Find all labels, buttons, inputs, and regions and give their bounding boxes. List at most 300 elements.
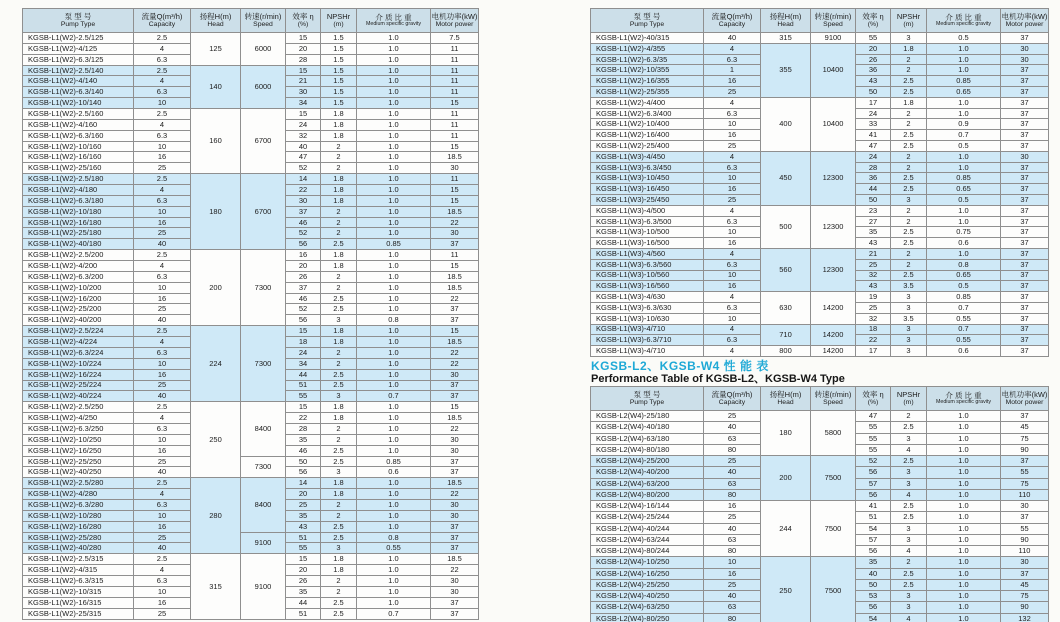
table-cell: 6.3 [134, 271, 191, 282]
table-cell: 15 [431, 185, 479, 196]
table-row [23, 554, 479, 565]
pump-type-cell: KGSB-L1(W2)-40/200 [23, 315, 134, 326]
table-cell: 37 [286, 206, 321, 217]
table-cell: 2.5 [891, 140, 927, 151]
table-cell: 1.8 [321, 337, 357, 348]
table-cell: 2 [321, 141, 357, 152]
table-cell: 315 [191, 554, 241, 620]
table-cell: 75 [1001, 478, 1049, 489]
table-cell: 40 [856, 568, 891, 579]
table-cell: 6700 [241, 109, 286, 174]
table-cell: 18.5 [431, 554, 479, 565]
table-cell: 7300 [241, 326, 286, 402]
table-cell: 10 [704, 557, 761, 568]
table-cell: 1.0 [357, 195, 431, 206]
table-cell: 1.0 [357, 152, 431, 163]
table-cell: 2 [321, 499, 357, 510]
table-cell: 3 [891, 302, 927, 313]
column-header: 流量Q(m³/h) Capacity [704, 9, 761, 33]
table-cell: 250 [191, 402, 241, 478]
table-cell: 54 [856, 613, 891, 622]
table-cell: 4 [891, 613, 927, 622]
table-cell: 25 [704, 411, 761, 422]
table-cell: 3 [891, 335, 927, 346]
pump-type-cell: KGSB-L1(W2)-2.5/224 [23, 326, 134, 337]
table-cell: 30 [431, 445, 479, 456]
table-cell: 55 [856, 444, 891, 455]
table-row [591, 324, 1049, 335]
table-cell: 1.0 [927, 411, 1001, 422]
table-cell: 30 [286, 195, 321, 206]
table-cell: 30 [1001, 557, 1049, 568]
table-cell: 14 [286, 174, 321, 185]
table-cell: 2.5 [134, 402, 191, 413]
table-cell: 7500 [811, 501, 856, 557]
table-cell: 4 [134, 565, 191, 576]
table-cell: 19 [856, 292, 891, 303]
table-cell: 1.0 [927, 557, 1001, 568]
column-header: 效率 η (%) [856, 387, 891, 411]
pump-type-cell: KGSB-L1(W2)-10/200 [23, 282, 134, 293]
table-cell: 1.0 [927, 162, 1001, 173]
pump-type-cell: KGSB-L1(W2)-16/250 [23, 445, 134, 456]
pump-type-cell: KGSB-L1(W2)-6.3/224 [23, 347, 134, 358]
table-cell: 37 [1001, 216, 1049, 227]
pump-type-cell: KGSB-L1(W3)-10/630 [591, 313, 704, 324]
table-cell: 1.8 [321, 565, 357, 576]
table-cell: 15 [286, 402, 321, 413]
pump-type-cell: KGSB-L1(W2)-10/355 [591, 65, 704, 76]
table-cell: 50 [286, 456, 321, 467]
table-cell: 3 [891, 194, 927, 205]
table-cell: 11 [431, 130, 479, 141]
table-cell: 1.0 [927, 602, 1001, 613]
table-cell: 25 [856, 302, 891, 313]
table-cell: 2.5 [891, 184, 927, 195]
kgsb-l1-w2-w3-performance-table [590, 8, 1049, 357]
table-cell: 2.5 [321, 608, 357, 619]
pump-type-cell: KGSB-L1(W2)-2.5/140 [23, 65, 134, 76]
table-cell: 400 [761, 97, 811, 151]
table-cell: 37 [1001, 302, 1049, 313]
table-cell: 44 [286, 597, 321, 608]
table-cell: 16 [134, 445, 191, 456]
table-cell: 4 [134, 337, 191, 348]
table-cell: 10400 [811, 97, 856, 151]
pump-type-cell: KGSB-L1(W2)-40/180 [23, 239, 134, 250]
table-cell: 4 [891, 546, 927, 557]
table-cell: 1.0 [357, 499, 431, 510]
table-cell: 15 [286, 554, 321, 565]
table-cell: 0.6 [927, 346, 1001, 357]
table-cell: 7500 [811, 557, 856, 622]
table-cell: 4 [134, 261, 191, 272]
table-cell: 37 [286, 282, 321, 293]
pump-type-cell: KGSB-L1(W2)-16/160 [23, 152, 134, 163]
table-cell: 30 [431, 434, 479, 445]
table-cell: 1.0 [927, 205, 1001, 216]
table-cell: 30 [431, 228, 479, 239]
pump-type-cell: KGSB-L1(W2)-4/315 [23, 565, 134, 576]
table-row [23, 250, 479, 261]
pump-type-cell: KGSB-L1(W3)-10/560 [591, 270, 704, 281]
table-cell: 1.8 [321, 250, 357, 261]
table-cell: 18.5 [431, 152, 479, 163]
table-cell: 1.0 [357, 445, 431, 456]
table-cell: 3 [891, 433, 927, 444]
table-cell: 35 [286, 510, 321, 521]
column-header: 效率 η (%) [286, 9, 321, 33]
table-cell: 2.5 [891, 512, 927, 523]
header-row [23, 9, 479, 33]
table-cell: 2 [891, 151, 927, 162]
table-cell: 2.5 [321, 445, 357, 456]
table-cell: 2.5 [321, 369, 357, 380]
table-cell: 1.8 [321, 261, 357, 272]
table-cell: 1.8 [321, 326, 357, 337]
table-cell: 1.0 [927, 478, 1001, 489]
table-cell: 2.5 [134, 33, 191, 44]
table-cell: 10 [134, 141, 191, 152]
table-cell: 25 [704, 194, 761, 205]
pump-type-cell: KGSB-L1(W2)-40/224 [23, 391, 134, 402]
table-cell: 40 [704, 467, 761, 478]
column-header: 泵 型 号 Pump Type [591, 387, 704, 411]
table-cell: 52 [856, 456, 891, 467]
pump-type-cell: KGSB-L1(W2)-25/224 [23, 380, 134, 391]
table-cell: 37 [1001, 270, 1049, 281]
table-cell: 18.5 [431, 478, 479, 489]
table-cell: 6.3 [704, 335, 761, 346]
table-cell: 1.0 [927, 43, 1001, 54]
table-cell: 32 [856, 313, 891, 324]
table-cell: 0.6 [357, 467, 431, 478]
table-cell: 1.0 [357, 109, 431, 120]
table-cell: 2 [891, 54, 927, 65]
table-cell: 37 [1001, 346, 1049, 357]
table-cell: 2 [321, 510, 357, 521]
table-cell: 30 [431, 163, 479, 174]
pump-type-cell: KGSB-L1(W2)-2.5/200 [23, 250, 134, 261]
table-cell: 2 [891, 108, 927, 119]
pump-type-cell: KGSB-L1(W2)-10/250 [23, 434, 134, 445]
table-cell: 37 [1001, 108, 1049, 119]
table-cell: 25 [134, 304, 191, 315]
table-cell: 37 [1001, 512, 1049, 523]
table-cell: 0.5 [927, 281, 1001, 292]
table-cell: 4 [704, 151, 761, 162]
table-cell: 10 [704, 313, 761, 324]
table-cell: 41 [856, 501, 891, 512]
table-cell: 14200 [811, 346, 856, 357]
table-cell: 37 [1001, 238, 1049, 249]
table-cell: 4 [891, 489, 927, 500]
table-cell: 10 [704, 173, 761, 184]
table-cell: 0.75 [927, 227, 1001, 238]
table-cell: 2.5 [891, 456, 927, 467]
table-cell: 1.0 [357, 87, 431, 98]
pump-type-cell: KGSB-L2(W4)-63/180 [591, 433, 704, 444]
table-cell: 44 [856, 184, 891, 195]
table-cell: 80 [704, 613, 761, 622]
table-cell: 25 [704, 456, 761, 467]
table-cell: 37 [431, 532, 479, 543]
table-cell: 2.5 [134, 109, 191, 120]
table-cell: 15 [286, 109, 321, 120]
table-cell: 3 [891, 602, 927, 613]
table-cell: 52 [286, 304, 321, 315]
table-cell: 43 [286, 521, 321, 532]
table-cell: 110 [1001, 546, 1049, 557]
table-cell: 0.7 [927, 302, 1001, 313]
kgsb-l2-w4-performance-table [590, 386, 1049, 622]
table-cell: 37 [431, 467, 479, 478]
column-header: 扬程H(m) Head [191, 9, 241, 33]
table-cell: 280 [191, 478, 241, 554]
table-cell: 630 [761, 292, 811, 324]
table-cell: 16 [286, 250, 321, 261]
table-cell: 15 [286, 33, 321, 44]
table-cell: 46 [286, 445, 321, 456]
table-cell: 10 [134, 206, 191, 217]
table-cell: 50 [856, 86, 891, 97]
table-cell: 28 [856, 162, 891, 173]
pump-type-cell: KGSB-L1(W2)-40/250 [23, 467, 134, 478]
column-header: 泵 型 号 Pump Type [591, 9, 704, 33]
table-cell: 180 [761, 411, 811, 456]
table-cell: 1.0 [357, 33, 431, 44]
table-cell: 0.55 [357, 543, 431, 554]
table-cell: 8400 [241, 478, 286, 532]
table-cell: 33 [856, 119, 891, 130]
column-header: 效率 η (%) [856, 9, 891, 33]
table-cell: 37 [1001, 248, 1049, 259]
pump-type-cell: KGSB-L1(W2)-6.3/280 [23, 499, 134, 510]
table-cell: 1.0 [927, 97, 1001, 108]
pump-type-cell: KGSB-L1(W2)-2.5/250 [23, 402, 134, 413]
table-cell: 1.0 [927, 433, 1001, 444]
table-cell: 250 [761, 557, 811, 622]
table-cell: 37 [1001, 140, 1049, 151]
table-cell: 132 [1001, 613, 1049, 622]
table-cell: 11 [431, 109, 479, 120]
table-cell: 2 [321, 358, 357, 369]
table-row [23, 174, 479, 185]
table-cell: 37 [1001, 227, 1049, 238]
table-cell: 2.5 [134, 478, 191, 489]
table-cell: 1.8 [321, 478, 357, 489]
table-cell: 6000 [241, 65, 286, 108]
pump-type-cell: KGSB-L1(W2)-25/355 [591, 86, 704, 97]
table-cell: 11 [431, 250, 479, 261]
table-cell: 1.8 [321, 174, 357, 185]
table-cell: 24 [286, 119, 321, 130]
table-cell: 46 [286, 293, 321, 304]
table-cell: 56 [856, 546, 891, 557]
table-row [23, 65, 479, 76]
table-cell: 25 [704, 512, 761, 523]
table-cell: 51 [286, 532, 321, 543]
table-cell: 30 [431, 369, 479, 380]
table-cell: 37 [1001, 194, 1049, 205]
table-cell: 1.0 [927, 444, 1001, 455]
table-row [23, 33, 479, 44]
table-cell: 40 [134, 315, 191, 326]
pump-type-cell: KGSB-L1(W2)-2.5/180 [23, 174, 134, 185]
table-cell: 24 [856, 151, 891, 162]
table-cell: 10 [704, 270, 761, 281]
column-header: 介 质 比 重 Medium specific gravity [357, 9, 431, 33]
table-cell: 6.3 [134, 87, 191, 98]
table-cell: 22 [431, 217, 479, 228]
table-cell: 35 [856, 557, 891, 568]
table-cell: 200 [191, 250, 241, 326]
pump-type-cell: KGSB-L2(W4)-16/250 [591, 568, 704, 579]
table-cell: 1.0 [927, 151, 1001, 162]
table-cell: 11 [431, 87, 479, 98]
table-cell: 16 [704, 238, 761, 249]
table-cell: 25 [134, 456, 191, 467]
table-cell: 37 [1001, 33, 1049, 44]
table-cell: 6.3 [134, 423, 191, 434]
table-cell: 0.7 [927, 130, 1001, 141]
table-cell: 23 [856, 205, 891, 216]
table-cell: 110 [1001, 489, 1049, 500]
table-cell: 22 [431, 293, 479, 304]
pump-type-cell: KGSB-L1(W2)-4/224 [23, 337, 134, 348]
table-cell: 0.65 [927, 86, 1001, 97]
table-cell: 16 [134, 152, 191, 163]
table-cell: 0.8 [357, 315, 431, 326]
pump-type-cell: KGSB-L2(W4)-80/244 [591, 546, 704, 557]
table-cell: 32 [856, 270, 891, 281]
table-cell: 0.5 [927, 140, 1001, 151]
table-cell: 18.5 [431, 413, 479, 424]
table-cell: 1.0 [357, 250, 431, 261]
table-cell: 0.8 [357, 532, 431, 543]
table-cell: 37 [431, 315, 479, 326]
table-cell: 6.3 [134, 54, 191, 65]
pump-type-cell: KGSB-L1(W3)-4/450 [591, 151, 704, 162]
table-cell: 37 [431, 543, 479, 554]
table-cell: 17 [856, 97, 891, 108]
table-cell: 0.85 [357, 456, 431, 467]
table-cell: 1.0 [927, 546, 1001, 557]
table-cell: 10 [704, 227, 761, 238]
table-cell: 4 [134, 119, 191, 130]
table-cell: 2.5 [321, 532, 357, 543]
table-row [591, 411, 1049, 422]
pump-type-cell: KGSB-L1(W3)-10/500 [591, 227, 704, 238]
table-cell: 15 [431, 326, 479, 337]
table-cell: 4 [704, 346, 761, 357]
table-cell: 0.55 [927, 335, 1001, 346]
pump-type-cell: KGSB-L1(W3)-16/560 [591, 281, 704, 292]
table-cell: 24 [286, 347, 321, 358]
table-cell: 1.0 [927, 456, 1001, 467]
table-cell: 37 [1001, 324, 1049, 335]
table-cell: 25 [704, 140, 761, 151]
table-cell: 1.0 [927, 489, 1001, 500]
table-cell: 1.0 [927, 108, 1001, 119]
table-cell: 30 [431, 575, 479, 586]
table-cell: 37 [1001, 86, 1049, 97]
table-cell: 55 [856, 33, 891, 44]
table-cell: 2.5 [321, 456, 357, 467]
pump-type-cell: KGSB-L1(W2)-6.3/160 [23, 130, 134, 141]
table-cell: 1.0 [357, 423, 431, 434]
table-cell: 6.3 [134, 499, 191, 510]
pump-type-cell: KGSB-L1(W2)-25/280 [23, 532, 134, 543]
table-cell: 1.8 [321, 413, 357, 424]
right-column [590, 8, 1048, 622]
table-cell: 90 [1001, 602, 1049, 613]
pump-type-cell: KGSB-L1(W2)-6.3/180 [23, 195, 134, 206]
table-cell: 1.0 [927, 467, 1001, 478]
table-cell: 3 [321, 467, 357, 478]
table-cell: 30 [286, 87, 321, 98]
table-cell: 26 [856, 54, 891, 65]
table-cell: 2 [891, 162, 927, 173]
pump-type-cell: KGSB-L2(W4)-63/244 [591, 534, 704, 545]
table-cell: 2 [321, 206, 357, 217]
pump-type-cell: KGSB-L1(W2)-16/224 [23, 369, 134, 380]
table-cell: 80 [704, 546, 761, 557]
table-cell: 15 [431, 195, 479, 206]
table-row [591, 43, 1049, 54]
table-cell: 1.0 [357, 261, 431, 272]
table-cell: 2.5 [134, 250, 191, 261]
table-cell: 1.0 [927, 568, 1001, 579]
table-cell: 16 [704, 130, 761, 141]
table-cell: 1.5 [321, 43, 357, 54]
table-cell: 37 [1001, 281, 1049, 292]
table-cell: 0.7 [357, 391, 431, 402]
table-cell: 16 [704, 281, 761, 292]
table-cell: 7300 [241, 456, 286, 478]
table-cell: 46 [286, 217, 321, 228]
kgsb-l1-w2-performance-table [22, 8, 479, 620]
table-cell: 3 [321, 315, 357, 326]
column-header: 介 质 比 重 Medium specific gravity [927, 387, 1001, 411]
table-cell: 30 [431, 510, 479, 521]
table-cell: 0.65 [927, 184, 1001, 195]
table-cell: 1.0 [357, 489, 431, 500]
table-cell: 0.7 [357, 608, 431, 619]
table-cell: 15 [431, 402, 479, 413]
table-cell: 0.7 [927, 324, 1001, 335]
table-cell: 1.0 [357, 478, 431, 489]
table-cell: 15 [431, 98, 479, 109]
table-cell: 1.5 [321, 87, 357, 98]
table-cell: 1.0 [927, 422, 1001, 433]
table-cell: 7.5 [431, 33, 479, 44]
table-cell: 2.5 [321, 521, 357, 532]
table-cell: 35 [286, 586, 321, 597]
table-cell: 0.9 [927, 119, 1001, 130]
table-row [23, 456, 479, 467]
table-cell: 37 [431, 239, 479, 250]
table-cell: 1.0 [357, 586, 431, 597]
table-cell: 11 [431, 65, 479, 76]
table-cell: 21 [286, 76, 321, 87]
table-cell: 22 [286, 413, 321, 424]
table-cell: 43 [856, 238, 891, 249]
table-cell: 37 [1001, 456, 1049, 467]
pump-type-cell: KGSB-L1(W2)-4/355 [591, 43, 704, 54]
pump-type-cell: KGSB-L2(W4)-25/180 [591, 411, 704, 422]
pump-type-cell: KGSB-L1(W3)-6.3/450 [591, 162, 704, 173]
